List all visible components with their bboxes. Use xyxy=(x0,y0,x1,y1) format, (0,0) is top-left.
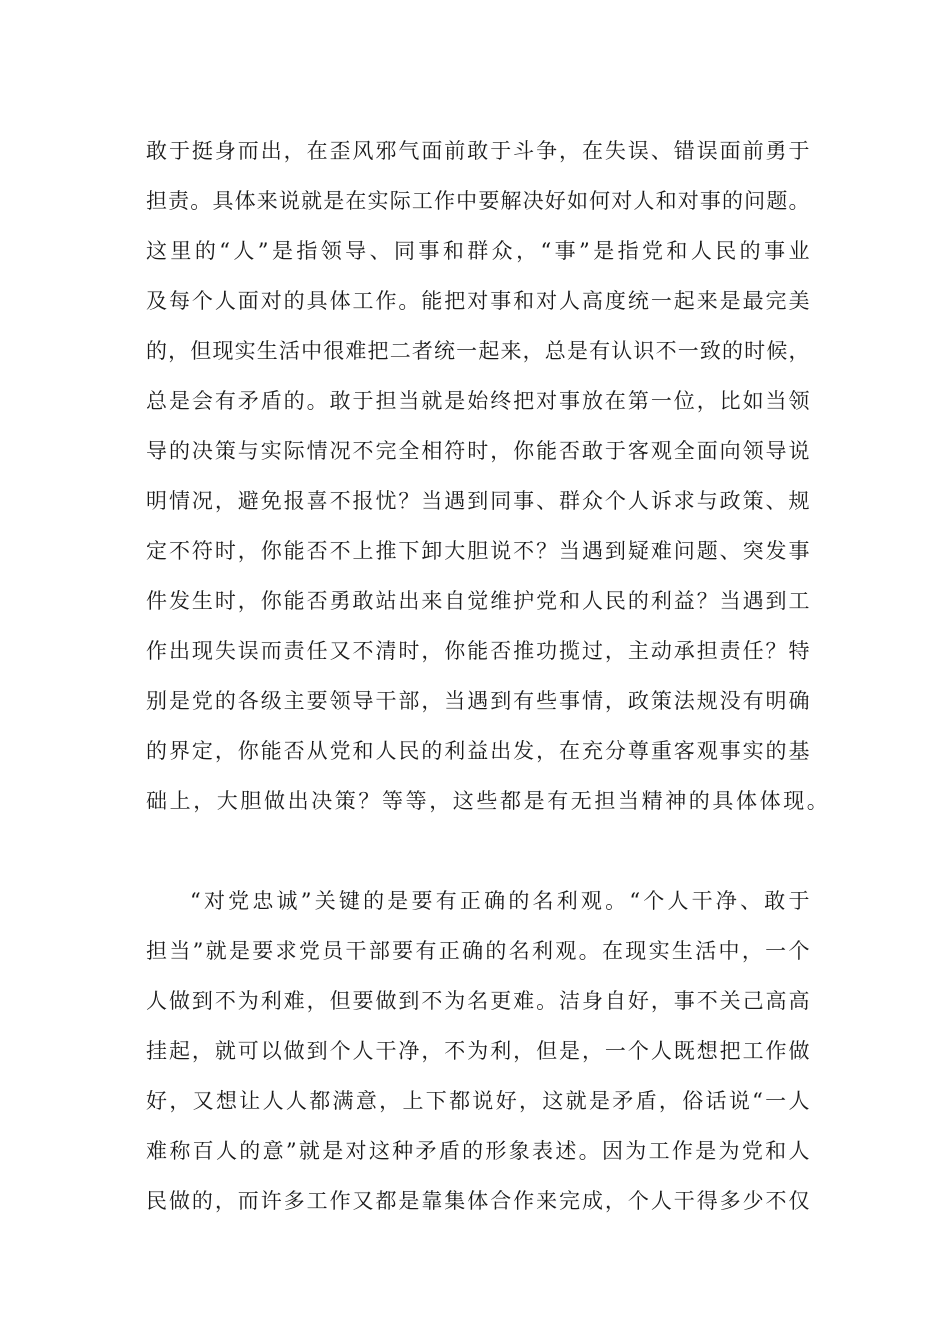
text-line: 定不符时，你能否不上推下卸大胆说不？当遇到疑难问题、突发事 xyxy=(146,539,810,563)
text-line: 总是会有矛盾的。敢于担当就是始终把对事放在第一位，比如当领 xyxy=(146,389,810,413)
text-line: 件发生时，你能否勇敢站出来自觉维护党和人民的利益？当遇到工 xyxy=(146,589,810,613)
text-line: 难称百人的意”就是对这种矛盾的形象表述。因为工作是为党和人 xyxy=(146,1139,810,1163)
text-line: 这里的“人”是指领导、同事和群众，“事”是指党和人民的事业 xyxy=(146,239,810,263)
text-line: 别是党的各级主要领导干部，当遇到有些事情，政策法规没有明确 xyxy=(146,689,810,713)
text-line: 础上，大胆做出决策？等等，这些都是有无担当精神的具体体现。 xyxy=(146,789,831,813)
text-line: 挂起，就可以做到个人干净，不为利，但是，一个人既想把工作做 xyxy=(146,1039,810,1063)
text-line: 明情况，避免报喜不报忧？当遇到同事、群众个人诉求与政策、规 xyxy=(146,489,810,513)
text-line: 民做的，而许多工作又都是靠集体合作来完成，个人干得多少不仅 xyxy=(146,1189,810,1213)
text-line: 及每个人面对的具体工作。能把对事和对人高度统一起来是最完美 xyxy=(146,289,810,313)
text-line: 担当”就是要求党员干部要有正确的名利观。在现实生活中，一个 xyxy=(146,939,810,963)
text-line: “对党忠诚”关键的是要有正确的名利观。“个人干净、敢于 xyxy=(190,889,810,913)
text-line: 好，又想让人人都满意，上下都说好，这就是矛盾，俗话说“一人 xyxy=(146,1089,810,1113)
text-line: 的，但现实生活中很难把二者统一起来，总是有认识不一致的时候， xyxy=(146,339,810,363)
text-line: 的界定，你能否从党和人民的利益出发，在充分尊重客观事实的基 xyxy=(146,739,810,763)
text-line: 人做到不为利难，但要做到不为名更难。洁身自好，事不关己高高 xyxy=(146,989,810,1013)
text-line: 作出现失误而责任又不清时，你能否推功揽过，主动承担责任？特 xyxy=(146,639,810,663)
text-line: 担责。具体来说就是在实际工作中要解决好如何对人和对事的问题。 xyxy=(146,189,810,213)
text-line: 敢于挺身而出，在歪风邪气面前敢于斗争，在失误、错误面前勇于 xyxy=(146,139,810,163)
text-line: 导的决策与实际情况不完全相符时，你能否敢于客观全面向领导说 xyxy=(146,439,810,463)
